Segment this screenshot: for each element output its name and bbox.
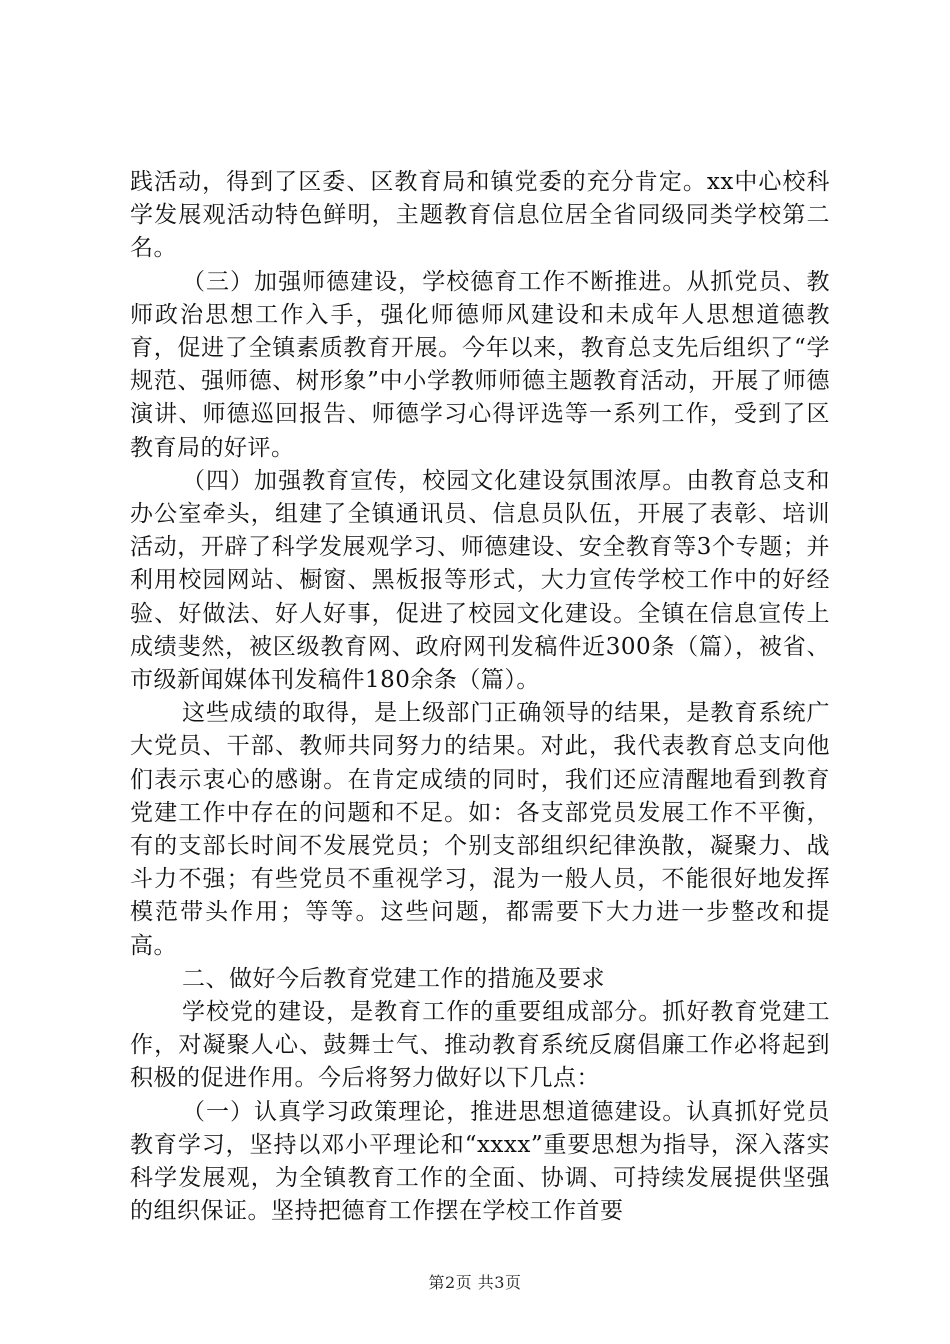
paragraph-party-building-intro: 学校党的建设，是教育工作的重要组成部分。抓好教育党建工作，对凝聚人心、鼓舞士气、推动教育系统反腐倡廉工作必将起到积极的促进作用。今后将努力做好以下几点： xyxy=(130,999,830,1092)
document-body xyxy=(130,166,830,1229)
section-heading-2: 二、做好今后教育党建工作的措施及要求 xyxy=(182,965,605,992)
paragraph-measure-1: （一）认真学习政策理论，推进思想道德建设。认真抓好党员教育学习，坚持以邓小平理论和“xxxx”重要思想为指导，深入落实科学发展观，为全镇教育工作的全面、协调、可持续发展提供坚强的组织保证。坚持把德育工作摆在学校工作首要 xyxy=(130,1098,830,1225)
paragraph-continuation: 践活动，得到了区委、区教育局和镇党委的充分肯定。xx中心校科学发展观活动特色鲜明，主题教育信息位居全省同级同类学校第二名。 xyxy=(130,169,830,262)
paragraph-achievements-summary: 这些成绩的取得，是上级部门正确领导的结果，是教育系统广大党员、干部、教师共同努力的结果。对此，我代表教育总支向他们表示衷心的感谢。在肯定成绩的同时，我们还应清醒地看到教育党建工作中存在的问题和不足。如：各支部党员发展工作不平衡，有的支部长时间不发展党员；个别支部组织纪律涣散，凝聚力、战斗力不强；有些党员不重视学习，混为一般人员，不能很好地发挥模范带头作用；等等。这些问题，都需要下大力进一步整改和提高。 xyxy=(130,700,830,959)
page-number-footer: 第2页 共3页 xyxy=(428,1273,522,1292)
paragraph-section-4: （四）加强教育宣传，校园文化建设氛围浓厚。由教育总支和办公室牵头，组建了全镇通讯员、信息员队伍，开展了表彰、培训活动，开辟了科学发展观学习、师德建设、安全教育等3个专题；并利用校园网站、橱窗、黑板报等形式，大力宣传学校工作中的好经验、好做法、好人好事，促进了校园文化建设。全镇在信息宣传上成绩斐然，被区级教育网、政府网刊发稿件近300条（篇），被省、市级新闻媒体刊发稿件180余条（篇）。 xyxy=(130,467,830,694)
paragraph-section-3: （三）加强师德建设，学校德育工作不断推进。从抓党员、教师政治思想工作入手，强化师德师风建设和未成年人思想道德教育，促进了全镇素质教育开展。今年以来，教育总支先后组织了“学规范、强师德、树形象”中小学教师师德主题教育活动，开展了师德演讲、师德巡回报告、师德学习心得评选等一系列工作，受到了区教育局的好评。 xyxy=(130,268,830,461)
